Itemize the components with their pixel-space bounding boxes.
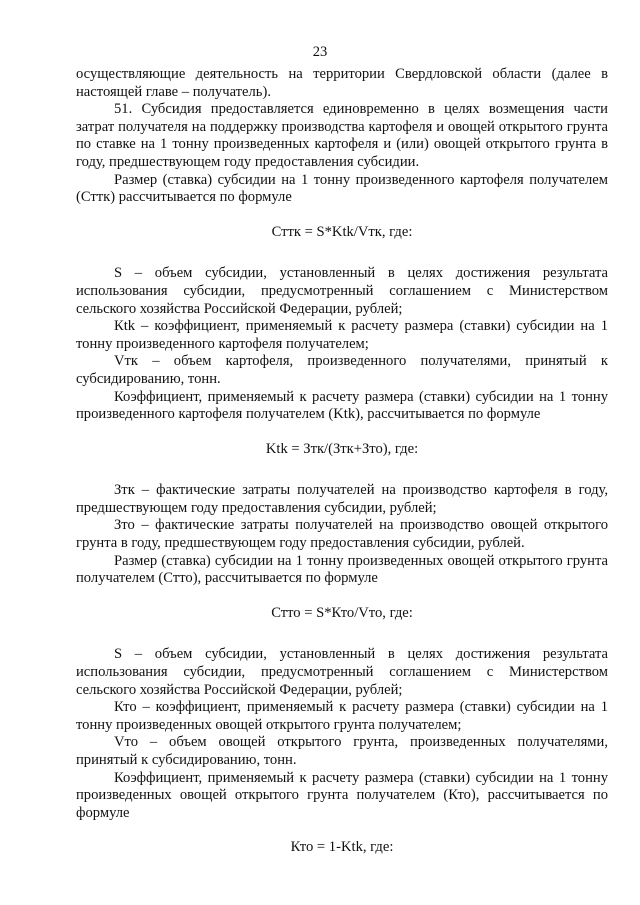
definition-ktk: Кtk – коэффициент, применяемый к расчету размера (ставки) субсидии на 1 тонну произведенного картофеля получателем; <box>76 318 608 352</box>
spacer <box>76 458 608 482</box>
definition-zto: Зто – фактические затраты получателей на производство овощей открытого грунта в году, предшествующем году предоставления субсидии, рублей. <box>76 517 608 552</box>
definition-ztk: Зтк – фактические затраты получателей на производство картофеля в году, предшествующем году предоставления субсидии, рублей; <box>76 482 608 516</box>
paragraph-51: 51. Субсидия предоставляется единовременно в целях возмещения части затрат получателя на поддержку производства картофеля и овощей открытого грунта по ставке на 1 тонну произведенных картофеля и (или) овощей открытого грунта в году, предшествующем году предоставления субсидии. <box>76 101 608 170</box>
spacer <box>76 241 608 265</box>
paragraph-rate-vegetables: Размер (ставка) субсидии на 1 тонну произведенных овощей открытого грунта получателем (Стто), рассчитывается по формуле <box>76 552 608 587</box>
spacer <box>76 207 608 224</box>
definition-kto: Кто – коэффициент, применяемый к расчету размера (ставки) субсидии на 1 тонну произведенных овощей открытого грунта получателем; <box>76 699 608 733</box>
spacer <box>76 622 608 646</box>
spacer <box>76 588 608 605</box>
paragraph-coef-vegetables: Коэффициент, применяемый к расчету размера (ставки) субсидии на 1 тонну произведенных овощей открытого грунта получателем (Кто), рассчитывается по формуле <box>76 769 608 821</box>
definition-s: S – объем субсидии, установленный в целях достижения результата использования субсидии, предусмотренный соглашением с Министерством сельского хозяйства Российской Федерации, рублей; <box>76 265 608 317</box>
definition-vtk: Vтк – объем картофеля, произведенного получателями, принятый к субсидированию, тонн. <box>76 353 608 387</box>
spacer <box>76 822 608 839</box>
formula-kto: Кто = 1-Ktk, где: <box>290 839 394 856</box>
page-body <box>76 66 608 857</box>
paragraph-coef-potato: Коэффициент, применяемый к расчету размера (ставки) субсидии на 1 тонну произведенного картофеля получателем (Ktk), рассчитывается по формуле <box>76 388 608 423</box>
page-number: 23 <box>312 44 328 60</box>
spacer <box>76 424 608 441</box>
definition-vto: Vто – объем овощей открытого грунта, произведенных получателями, принятый к субсидированию, тонн. <box>76 734 608 768</box>
formula-ktk: Ktk = Зтк/(Зтк+Зто), где: <box>265 440 419 457</box>
paragraph-rate-potato: Размер (ставка) субсидии на 1 тонну произведенного картофеля получателем (Сттк) рассчитывается по формуле <box>76 171 608 206</box>
definition-s-vegetables: S – объем субсидии, установленный в целях достижения результата использования субсидии, предусмотренный соглашением с Министерством сельского хозяйства Российской Федерации, рублей; <box>76 646 608 698</box>
paragraph-intro: осуществляющие деятельность на территории Свердловской области (далее в настоящей главе – получатель). <box>76 66 608 100</box>
formula-sttk: Сттк = S*Ktk/Vтк, где: <box>271 223 413 240</box>
formula-stto: Стто = S*Кто/Vто, где: <box>271 604 413 621</box>
